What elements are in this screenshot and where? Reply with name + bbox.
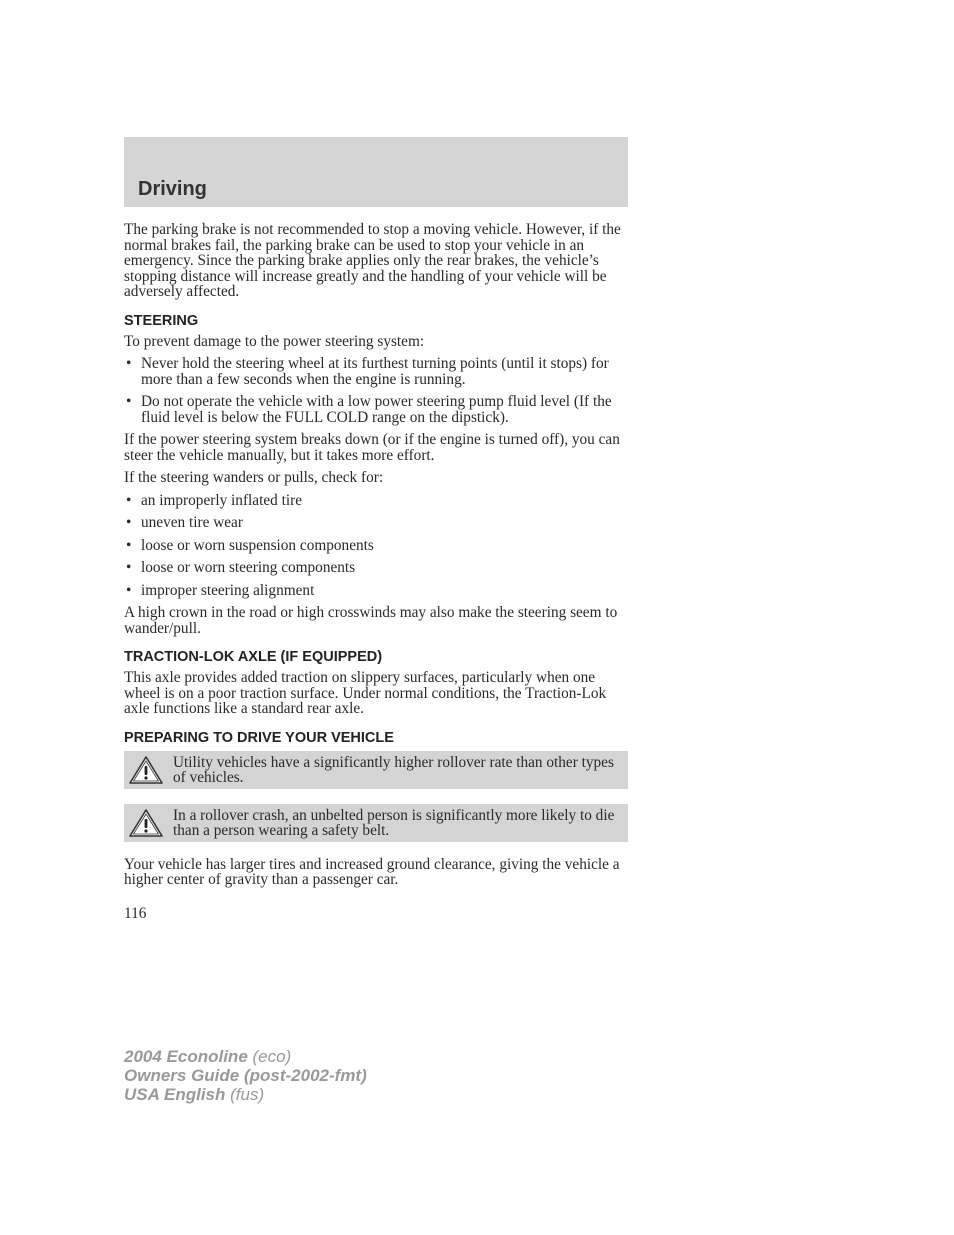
list-item: • Never hold the steering wheel at its furthest turning points (until it stops) for more than a few seconds when the engine is running. <box>126 355 609 388</box>
steering-crown-paragraph: A high crown in the road or high crosswinds may also make the steering seem to wander/pull. <box>124 604 618 637</box>
steering-caution-list <box>124 356 628 425</box>
steering-check-lead: If the steering wanders or pulls, check for: <box>124 469 384 486</box>
bullet-icon: • <box>126 393 132 410</box>
bullet-icon: • <box>126 491 132 509</box>
footer-model-code: (eco) <box>247 1047 292 1066</box>
bullet-icon: • <box>126 536 132 554</box>
list-item: • loose or worn steering components <box>126 559 356 576</box>
section-title: Driving <box>138 178 207 200</box>
steering-check-list <box>124 493 628 599</box>
list-item: • improper steering alignment <box>126 581 315 599</box>
footer-line-1 <box>124 1047 367 1066</box>
steering-lead: To prevent damage to the power steering system: <box>124 332 425 350</box>
warning-text: In a rollover crash, an unbelted person is significantly more likely to die than a person wearing a safety belt. <box>173 806 615 839</box>
traction-paragraph: This axle provides added traction on slippery surfaces, particularly when one wheel is on a poor traction surface. Under normal conditions, the Traction-Lok axle functions like a standard rear axle. <box>124 669 607 717</box>
seatbelt-warning-box <box>124 804 628 842</box>
warning-triangle-icon <box>128 808 164 838</box>
footer-line-2 <box>124 1066 367 1085</box>
footer-language-code: (fus) <box>225 1085 265 1104</box>
bullet-icon: • <box>126 559 132 576</box>
steering-heading: STEERING <box>124 312 199 329</box>
bullet-icon: • <box>126 514 132 531</box>
center-of-gravity-paragraph: Your vehicle has larger tires and increased ground clearance, giving the vehicle a higher center of gravity than a passenger car. <box>124 855 620 888</box>
list-item: • Do not operate the vehicle with a low power steering pump fluid level (If the fluid level is below the FULL COLD range on the dipstick). <box>126 393 612 426</box>
traction-heading: TRACTION-LOK AXLE (IF EQUIPPED) <box>124 649 383 665</box>
list-item: • uneven tire wear <box>126 514 243 531</box>
bullet-icon: • <box>126 581 132 599</box>
bullet-icon: • <box>126 355 132 372</box>
list-item: • loose or worn suspension components <box>126 536 374 554</box>
rollover-warning-box <box>124 751 628 789</box>
warning-triangle-icon <box>128 755 164 785</box>
document-footer <box>124 1047 367 1104</box>
section-header-band <box>124 137 628 207</box>
footer-model: 2004 Econoline <box>124 1047 248 1066</box>
steering-paragraph: If the power steering system breaks down (or if the engine is turned off), you can steer the vehicle manually, but it takes more effort. <box>124 431 620 464</box>
footer-language: USA English <box>124 1085 226 1104</box>
page-content <box>124 222 628 921</box>
page-number: 116 <box>124 904 147 922</box>
warning-text: Utility vehicles have a significantly higher rollover rate than other types of vehicles. <box>173 753 614 786</box>
footer-line-3 <box>124 1085 367 1104</box>
list-item: • an improperly inflated tire <box>126 491 302 509</box>
footer-guide: Owners Guide (post-2002-fmt) <box>124 1066 367 1085</box>
preparing-heading: PREPARING TO DRIVE YOUR VEHICLE <box>124 729 394 746</box>
intro-paragraph: The parking brake is not recommended to stop a moving vehicle. However, if the normal brakes fail, the parking brake can be used to stop your vehicle in an emergency. Since the parking brake applies only the rear brakes, the vehicle’s stopping distance will increase greatly and the handling of your vehicle will be adversely affected. <box>124 221 621 300</box>
